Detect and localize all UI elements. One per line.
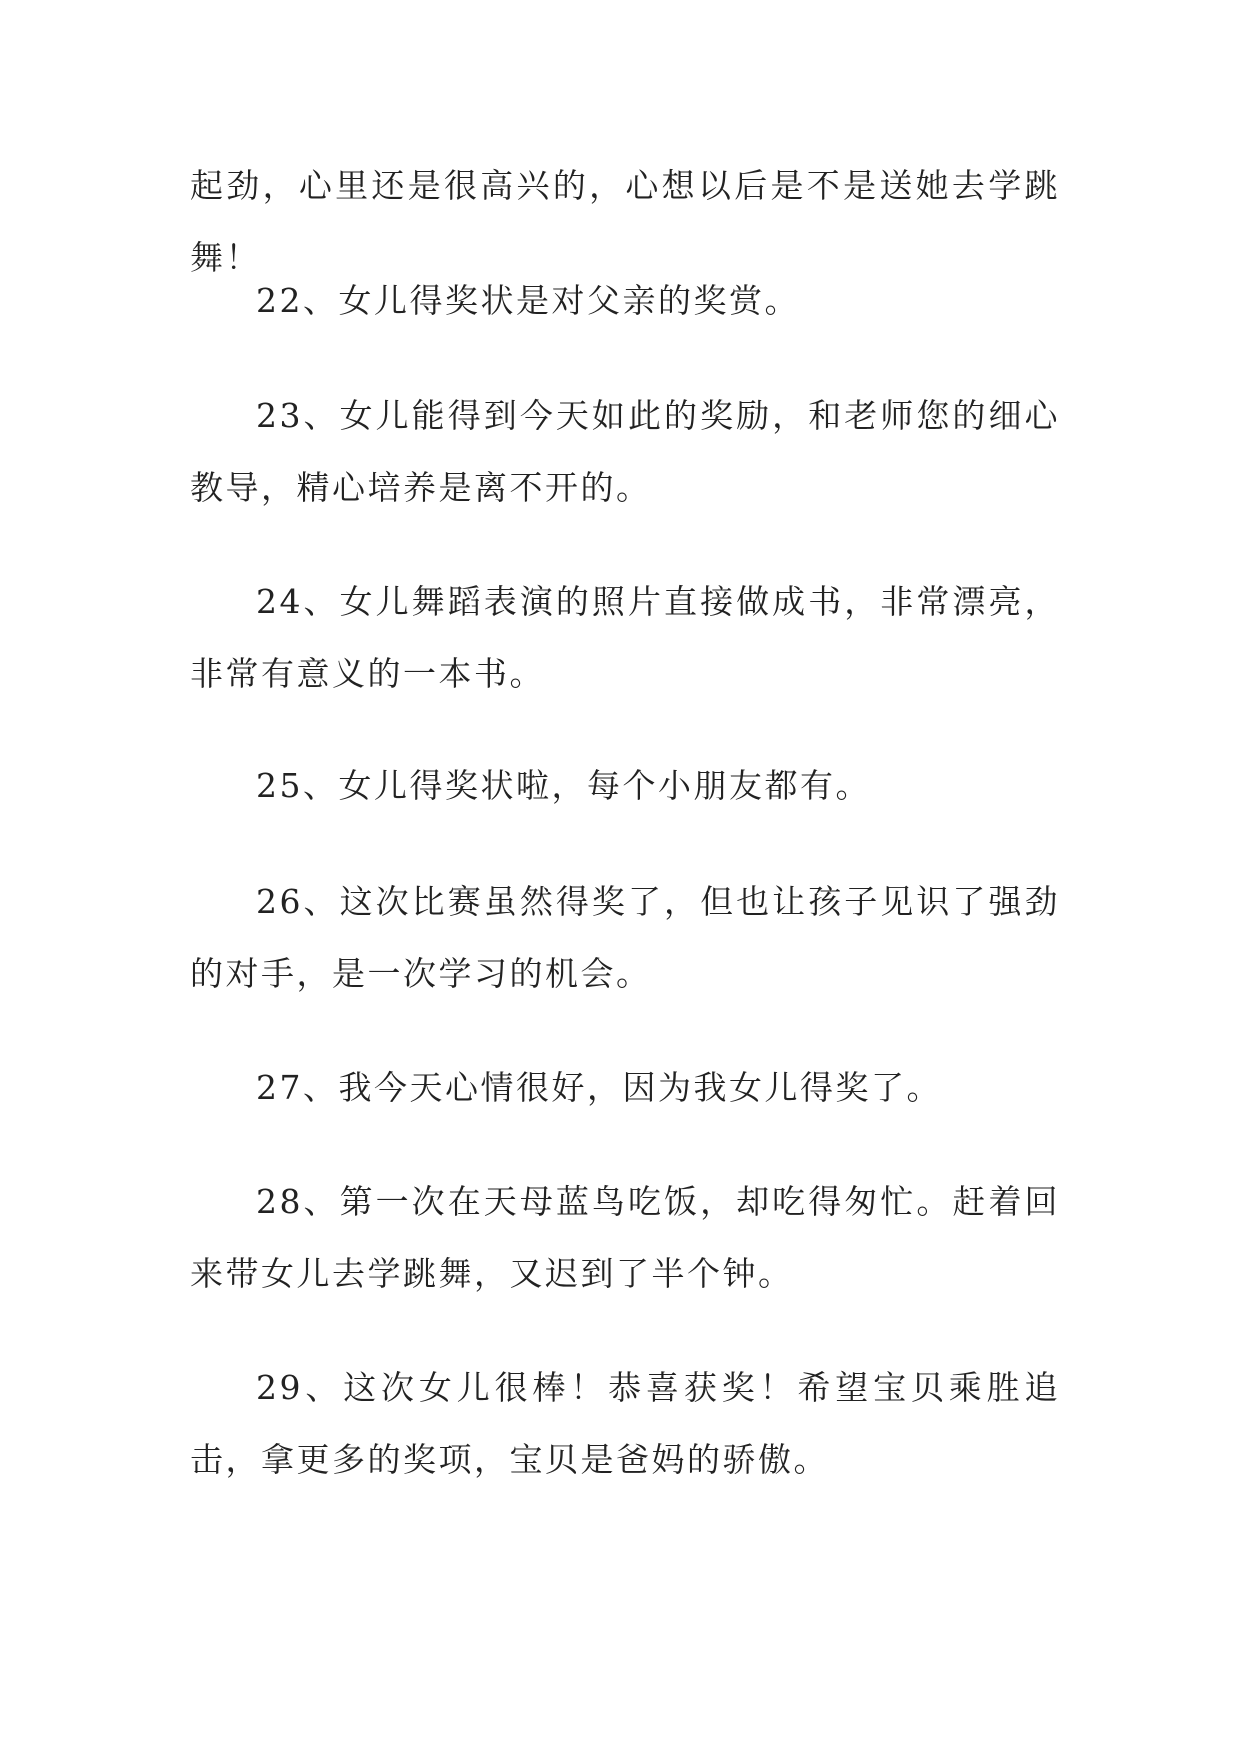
paragraph-28: 28、第一次在天母蓝鸟吃饭，却吃得匆忙。赶着回来带女儿去学跳舞，又迟到了半个钟。 xyxy=(190,1182,1060,1293)
paragraph-26: 26、这次比赛虽然得奖了，但也让孩子见识了强劲的对手，是一次学习的机会。 xyxy=(190,882,1060,993)
paragraph-27: 27、我今天心情很好，因为我女儿得奖了。 xyxy=(256,1068,942,1107)
paragraph-25: 25、女儿得奖状啦，每个小朋友都有。 xyxy=(256,766,871,805)
paragraph-24: 24、女儿舞蹈表演的照片直接做成书，非常漂亮，非常有意义的一本书。 xyxy=(190,582,1060,693)
paragraph-29: 29、这次女儿很棒！恭喜获奖！希望宝贝乘胜追击，拿更多的奖项，宝贝是爸妈的骄傲。 xyxy=(190,1368,1060,1479)
paragraph-21-continuation: 起劲，心里还是很高兴的，心想以后是不是送她去学跳舞！ xyxy=(190,166,1060,277)
paragraph-23: 23、女儿能得到今天如此的奖励，和老师您的细心教导，精心培养是离不开的。 xyxy=(190,396,1060,507)
paragraph-22: 22、女儿得奖状是对父亲的奖赏。 xyxy=(256,281,800,320)
